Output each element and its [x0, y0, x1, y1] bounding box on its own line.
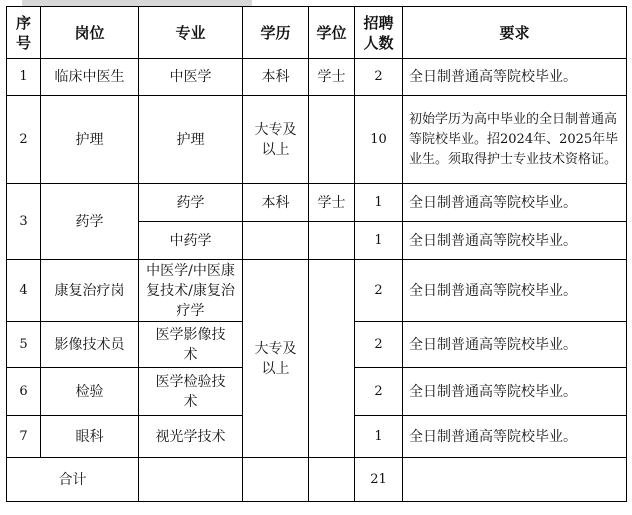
cell-count: 2 [355, 322, 403, 368]
cell-count: 1 [355, 184, 403, 222]
cell-degree: 学士 [309, 59, 355, 96]
header-education: 学历 [243, 7, 309, 59]
total-count: 21 [355, 458, 403, 502]
total-empty-degree [309, 458, 355, 502]
cell-requirements: 全日制普通高等院校毕业。 [403, 322, 627, 368]
cell-position: 康复治疗岗 [41, 260, 139, 322]
cell-education: 本科 [243, 184, 309, 222]
cell-position: 眼科 [41, 416, 139, 458]
cell-requirements: 全日制普通高等院校毕业。 [403, 260, 627, 322]
cell-major: 视光学技术 [139, 416, 243, 458]
header-requirements: 要求 [403, 7, 627, 59]
cell-degree [309, 222, 355, 260]
cell-major: 中医学/中医康复技术/康复治疗学 [139, 260, 243, 322]
cell-position: 临床中医生 [41, 59, 139, 96]
cell-education-merged: 大专及以上 [243, 260, 309, 458]
table-row [7, 59, 627, 96]
header-position: 岗位 [41, 7, 139, 59]
total-empty-major [139, 458, 243, 502]
cell-seq: 2 [7, 96, 41, 184]
cell-requirements: 全日制普通高等院校毕业。 [403, 368, 627, 416]
cell-count: 10 [355, 96, 403, 184]
cell-requirements: 全日制普通高等院校毕业。 [403, 222, 627, 260]
cell-degree [309, 96, 355, 184]
cell-position: 药学 [41, 184, 139, 260]
header-degree: 学位 [309, 7, 355, 59]
cell-degree: 学士 [309, 184, 355, 222]
header-major: 专业 [139, 7, 243, 59]
cell-seq: 7 [7, 416, 41, 458]
cell-seq: 1 [7, 59, 41, 96]
table-row [7, 260, 627, 322]
header-count: 招聘人数 [355, 7, 403, 59]
cell-requirements: 全日制普通高等院校毕业。 [403, 416, 627, 458]
cell-education: 本科 [243, 59, 309, 96]
header-seq: 序号 [7, 7, 41, 59]
cell-seq: 5 [7, 322, 41, 368]
cell-count: 2 [355, 368, 403, 416]
cell-position: 检验 [41, 368, 139, 416]
cell-major: 护理 [139, 96, 243, 184]
total-row [7, 458, 627, 502]
cell-requirements: 全日制普通高等院校毕业。 [403, 184, 627, 222]
cell-seq: 4 [7, 260, 41, 322]
cell-degree-merged [309, 260, 355, 458]
cell-requirements: 初始学历为高中毕业的全日制普通高等院校毕业。招2024年、2025年毕业生。须取得护士专业技术资格证。 [403, 96, 627, 184]
cell-count: 1 [355, 416, 403, 458]
cell-major: 药学 [139, 184, 243, 222]
total-empty-requirements [403, 458, 627, 502]
cell-major: 中医学 [139, 59, 243, 96]
cell-seq: 6 [7, 368, 41, 416]
recruitment-table [6, 6, 627, 502]
total-empty-education [243, 458, 309, 502]
cell-count: 1 [355, 222, 403, 260]
header-row [7, 7, 627, 59]
table-row [7, 184, 627, 222]
cell-education: 大专及以上 [243, 96, 309, 184]
cell-position: 影像技术员 [41, 322, 139, 368]
cell-position: 护理 [41, 96, 139, 184]
cell-major: 中药学 [139, 222, 243, 260]
table-row [7, 96, 627, 184]
cell-major: 医学检验技术 [139, 368, 243, 416]
cell-seq: 3 [7, 184, 41, 260]
cell-requirements: 全日制普通高等院校毕业。 [403, 59, 627, 96]
cell-count: 2 [355, 59, 403, 96]
total-label: 合计 [7, 458, 139, 502]
cell-major: 医学影像技术 [139, 322, 243, 368]
cell-count: 2 [355, 260, 403, 322]
cell-education [243, 222, 309, 260]
